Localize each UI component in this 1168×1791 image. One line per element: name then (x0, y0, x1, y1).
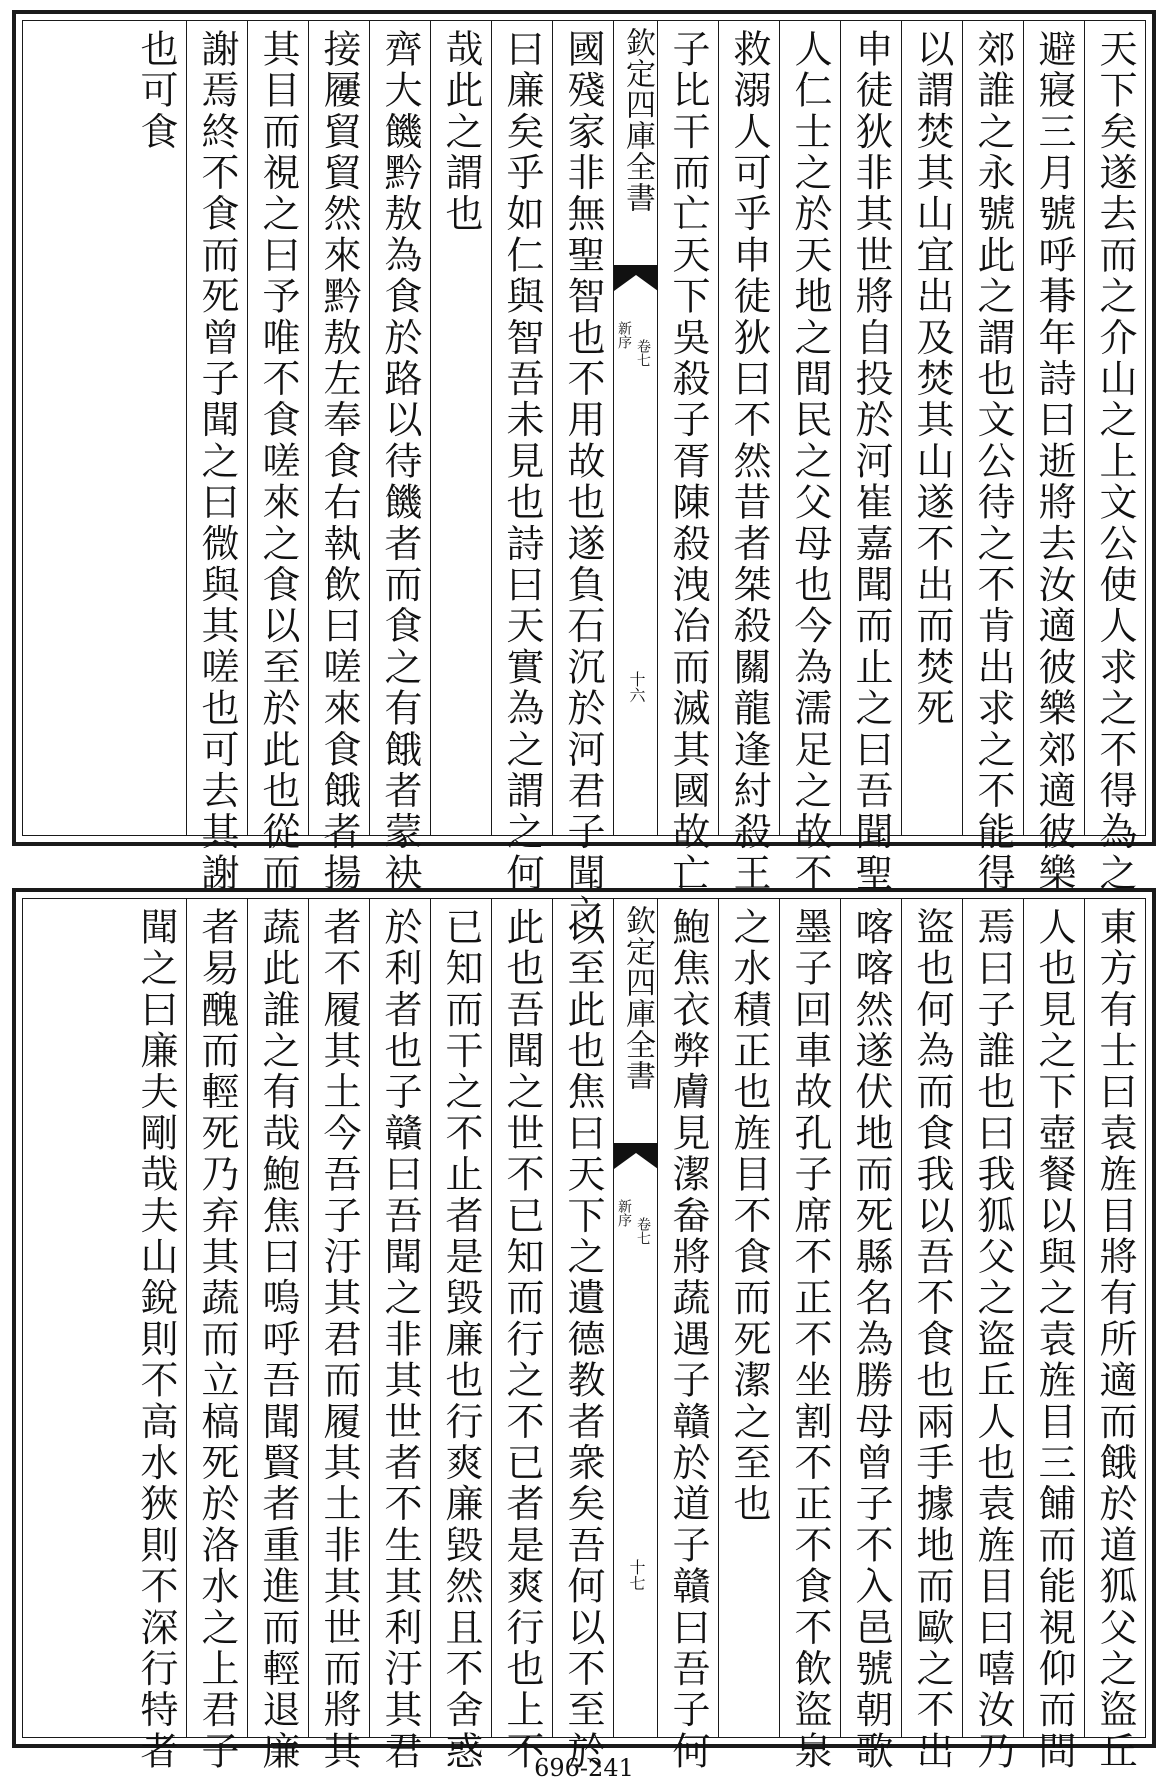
center-gutter (613, 899, 657, 1737)
text-column: 接屨貿貿然來黔敖左奉食右執飲曰嗟來食餓者揚 (308, 21, 369, 835)
text-column: 人也見之下壺餐以與之袁旌目三餔而能視仰而問 (1023, 899, 1084, 1737)
center-gutter (613, 21, 657, 835)
text-column: 以至此也焦曰天下之遺德教者衆矣吾何以不至於 (552, 899, 613, 1737)
text-column: 天下矣遂去而之介山之上文公使人求之不得為之 (1084, 21, 1145, 835)
text-column: 曰廉矣乎如仁與智吾未見也詩曰天實為之謂之何 (491, 21, 552, 835)
text-column: 東方有士曰袁旌目將有所適而餓於道狐父之盜丘 (1084, 899, 1145, 1737)
text-column: 聞之曰廉夫剛哉夫山銳則不高水狹則不深行特者 (134, 907, 178, 1773)
text-column: 國殘家非無聖智也不用故也遂負石沉於河君子聞之 (552, 21, 613, 835)
text-column: 申徒狄非其世將自投於河崔嘉聞而止之曰吾聞聖 (840, 21, 901, 835)
gutter-title: 欽定四庫全書 (620, 27, 655, 213)
text-column: 之水積正也旌目不食而死潔之至也 (718, 899, 779, 1737)
gutter-volume: 卷七 (635, 339, 651, 367)
text-column: 蔬此誰之有哉鮑焦曰嗚呼吾聞賢者重進而輕退廉 (247, 899, 308, 1737)
text-column: 鮑焦衣弊膚見潔畚將蔬遇子贛於道子贛曰吾子何 (657, 899, 718, 1737)
text-column: 此也吾聞之世不已知而行之不已者是爽行也上不 (491, 899, 552, 1737)
text-column: 齊大饑黔敖為食於路以待饑者而食之有餓者蒙袂 (369, 21, 430, 835)
text-column: 也可食 (134, 29, 178, 153)
gutter-book-title: 新序 (616, 1199, 632, 1227)
text-column: 以謂焚其山宜出及焚其山遂不出而焚死 (901, 21, 962, 835)
page-footer-number: 696-241 (534, 1754, 634, 1782)
gutter-page-number: 十七 (627, 1559, 646, 1591)
text-column: 盜也何為而食我以吾不食也兩手據地而歐之不出 (901, 899, 962, 1737)
text-column: 哉此之謂也 (430, 21, 491, 835)
page-frame (22, 20, 1146, 936)
text-column: 喀喀然遂伏地而死縣名為勝母曾子不入邑號朝歌 (840, 899, 901, 1737)
fish-tail-mark-icon (614, 1141, 657, 1171)
text-column: 人仁士之於天地之間民之父母也今為濡足之故不 (779, 21, 840, 835)
fish-tail-mark-icon (614, 263, 657, 293)
text-column: 焉曰子誰也曰我狐父之盜丘人也袁旌目曰嘻汝乃 (962, 899, 1023, 1737)
text-column: 避寢三月號呼朞年詩曰逝將去汝適彼樂郊適彼樂 (1023, 21, 1084, 835)
text-columns (23, 21, 1145, 936)
text-column: 其目而視之曰予唯不食嗟來之食以至於此也從而 (247, 21, 308, 835)
text-column: 郊誰之永號此之謂也文公待之不肯出求之不能得 (962, 21, 1023, 835)
text-column: 墨子回車故孔子席不正不坐割不正不食不飲盜泉 (779, 899, 840, 1737)
text-column: 子比干而亡天下吳殺子胥陳殺洩冶而滅其國故亡 (657, 21, 718, 835)
text-column: 已知而干之不止者是毀廉也行爽廉毀然且不舍惑 (430, 899, 491, 1737)
gutter-page-number: 十六 (627, 671, 646, 703)
text-column: 謝焉終不食而死曾子聞之曰微與其嗟也可去其謝 (186, 21, 247, 835)
page-top (12, 10, 1156, 936)
text-column: 於利者也子贛曰吾聞之非其世者不生其利汙其君 (369, 899, 430, 1737)
text-column: 者易醜而輕死乃弃其蔬而立槁死於洛水之上君子 (186, 899, 247, 1737)
text-column: 者不履其土今吾子汙其君而履其土非其世而將其 (308, 899, 369, 1737)
gutter-title: 欽定四庫全書 (620, 905, 655, 1091)
gutter-volume: 卷七 (635, 1217, 651, 1245)
gutter-book-title: 新序 (616, 321, 632, 349)
text-column: 救溺人可乎申徒狄曰不然昔者桀殺關龍逢紂殺王 (718, 21, 779, 835)
